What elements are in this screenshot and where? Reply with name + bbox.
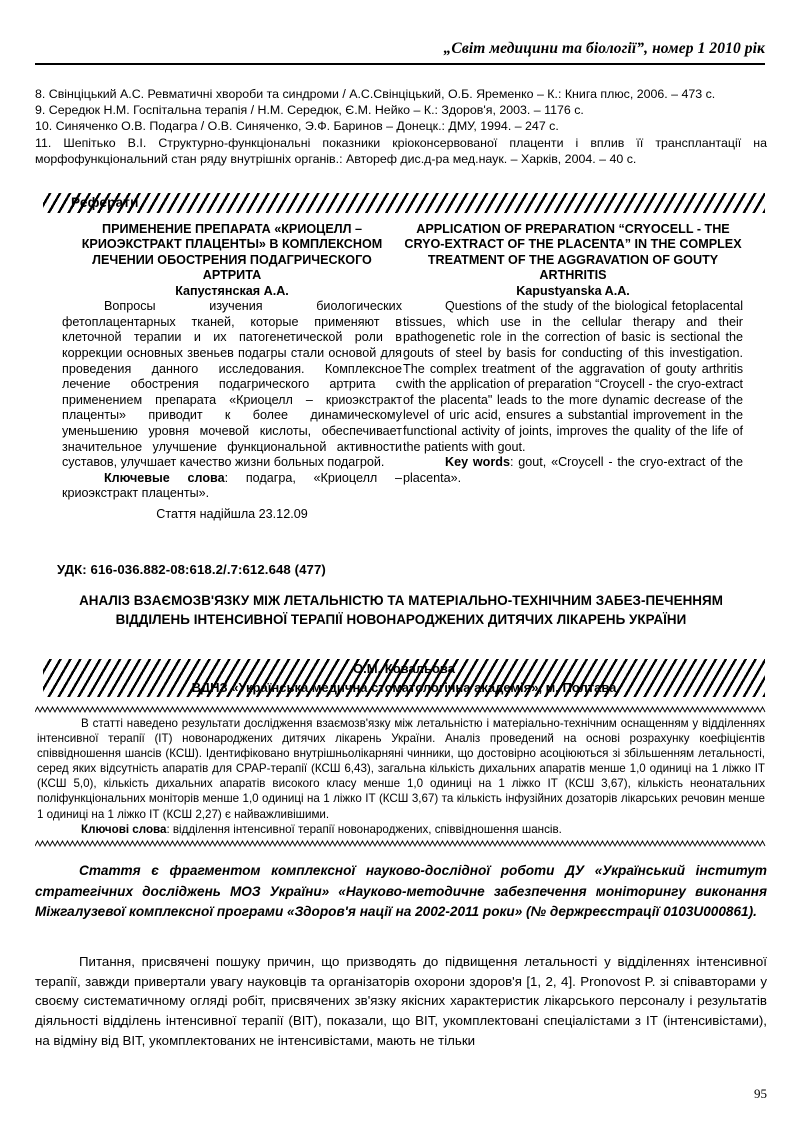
abstract-received-date: Стаття надійшла 23.12.09 <box>156 506 308 521</box>
abstract-author-ru: Капустянская А.А. <box>175 283 289 298</box>
abstract-keywords-label-en: Key words <box>445 455 510 470</box>
article-author: О.М. Ковальова <box>353 661 455 676</box>
abstract-keywords-value-en: : gout, «Croycell - the cryo-extract of the placenta». <box>403 455 743 485</box>
running-head: „Світ медицини та біології”, номер 1 2010 рік <box>443 40 765 57</box>
header-rule <box>35 63 765 65</box>
article-abstract-keywords-label: Ключові слова <box>81 822 167 836</box>
abstracts-section-label: Реферати <box>71 195 139 210</box>
abstract-keywords-value-ru: : подагра, «Криоцелл – криоэкстракт плаценты». <box>62 470 402 501</box>
article-abstract-keywords-value: : відділення інтенсивної терапії новонароджених, співвідношення шансів. <box>166 822 562 836</box>
article-author-band <box>43 659 765 697</box>
page-number: 95 <box>754 1086 767 1101</box>
article-abstract-body: В статті наведено результати дослідження взаємозв'язку між летальністю і матеріально-технічним оснащенням у відділеннях інтенсивної терапії (ІТ) новонароджених дитячих лікарень України. Аналіз проведений на основі розрахунку коефіцієнтів співвідношення шансів (КСШ). Ідентифіковано внутрішньолікарняні чинники, що достовірно асоціюються зі збільшенням летальності, серед яких відсутність апаратів для СРАР-терапії (КСШ 6,43), загальна кількість дихальних апаратів менше 1,0 одиниці на 1 ліжко ІТ (КСШ 5,0), кількість дихальних апаратів високого класу менше 1,0 одиниці на 1 ліжко ІТ (КСШ 3,67), кількість неонатальних поліфункціональних моніторів менше 1,0 одиниці на 1 ліжко ІТ (КСШ 3,67) та кількість інфузійних дозаторів лікарських речовин менше 1 одиниці на 1 ліжко ІТ (КСШ 2,27) є найважливішими. <box>37 717 765 821</box>
funding-note: Стаття є фрагментом комплексної науково-дослідної роботи ДУ «Український інститут стратегічних досліджень МОЗ України» «Науково-методичне забезпечення моніторингу виконання Міжгалузевої комплексної програми «Здоров'я нації на 2002-2011 роки» (№ держреєстрації 0103U000861). <box>35 863 767 920</box>
abstract-column-english <box>403 222 743 486</box>
article-abstract-keywords <box>35 822 767 837</box>
abstract-keywords-en <box>403 455 743 486</box>
abstract-title-ru: ПРИМЕНЕНИЕ ПРЕПАРАТА «КРИОЦЕЛЛ – КРИОЭКСТРАКТ ПЛАЦЕНТЫ» В КОМПЛЕКСНОМ ЛЕЧЕНИИ ОБОСТРЕНИЯ ПОДАГРИЧЕСКОГО АРТРИТА <box>81 222 383 283</box>
abstract-keywords-ru <box>62 471 402 502</box>
abstract-author-en: Kapustyanska A.A. <box>516 283 630 298</box>
abstract-body-en: Questions of the study of the biological fetoplacental tissues, which use in the cellular therapy and their pathogenetic role in the correction of basic is sectional the gouts of steel by basis for conducting of this investigation. The complex treatment of the aggravation of gouty arthritis with the application of preparation “Croycell - the cryo-extract of the placenta" leads to the more dynamic decrease of the level of uric acid, ensures a substantial improvement in the functional activity of joints, improves the quality of the life of the patients with gout. <box>403 299 743 454</box>
reference-item: 10. Синяченко О.В. Подагра / О.В. Синяченко, Э.Ф. Баринов – Донецк.: ДМУ, 1994. – 247 с. <box>35 119 559 134</box>
reference-list <box>35 86 767 167</box>
abstract-keywords-label-ru: Ключевые слова <box>104 470 225 485</box>
reference-item: 8. Свінціцький А.С. Ревматичні хвороби та синдроми / А.С.Свінціцький, О.Б. Яременко – К.: Книга плюс, 2006. – 473 с. <box>35 87 716 101</box>
article-author-block <box>43 659 765 697</box>
article-body-paragraph: Питання, присвячені пошуку причин, що призводять до підвищення летальності у відділеннях інтенсивної терапії, завжди привертали увагу науковців та організаторів охорони здоров'я [1, 2, 4]. Pronovost P. зі співавторами у своєму систематичному огляді робіт, присвячених зв'язку якісних характеристик лікарського персоналу і результатів діяльності відділень інтенсивної терапії (ВІТ), показали, що ВІТ, укомплектовані спеціалістами з ІТ (інтенсивістами), на відміну від ВІТ, укомплектованих не інтенсивістами, мають не тільки <box>35 954 767 1048</box>
abstracts-section-band <box>43 193 765 213</box>
reference-item: 9. Середюк Н.М. Госпітальна терапія / Н.М. Середюк, Є.М. Нейко – К.: Здоров'я, 2003. – 1176 с. <box>35 103 584 118</box>
zigzag-rule-top <box>35 706 767 713</box>
abstract-body-ru: Вопросы изучения биологических фетоплацентарных тканей, которые применяют в клеточной терапии и их патогенетической роли в коррекции основных звеньев подагры стали основой для проведения данного исследования. Комплексное лечение обострения подагрического артрита с применением препарата «Криоцелл – криоэкстракт плаценты» приводит к более динамическому уменьшению уровня мочевой кислоты, обеспечивает значительное улучшение функциональной активности суставов, улучшает качество жизни больных подагрой. <box>62 299 402 470</box>
article-title: АНАЛІЗ ВЗАЄМОЗВ'ЯЗКУ МІЖ ЛЕТАЛЬНІСТЮ ТА МАТЕРІАЛЬНО-ТЕХНІЧНИМ ЗАБЕЗ-ПЕЧЕННЯМ ВІДДІЛЕНЬ ІНТЕНСИВНОЇ ТЕРАПІЇ НОВОНАРОДЖЕНИХ ДИТЯЧИХ ЛІКАРЕНЬ УКРАЇНИ <box>79 593 723 627</box>
abstract-title-en: APPLICATION OF PREPARATION “CRYOCELL - THE CRYO-EXTRACT OF THE PLACENTA” IN THE COMPLEX TREATMENT OF THE AGGRAVATION OF GOUTY ARTHRITIS <box>404 222 742 283</box>
reference-item: 11. Шепітько В.І. Структурно-функціональні показники кріоконсервованої плаценти і вплив її трансплантації на морфофункціональний стан ряду внутрішніх органів.: Автореф дис.д-ра мед.наук. – Харків, 2004. – 40 с. <box>35 135 767 166</box>
article-abstract-box <box>35 706 767 847</box>
zigzag-rule-bottom <box>35 840 767 847</box>
udc-code: УДК: 616-036.882-08:618.2/.7:612.648 (477) <box>57 562 326 577</box>
abstract-column-russian <box>62 222 402 523</box>
article-affiliation: ВДНЗ «Українська медична стоматологічна академія», м. Полтава <box>191 680 617 695</box>
